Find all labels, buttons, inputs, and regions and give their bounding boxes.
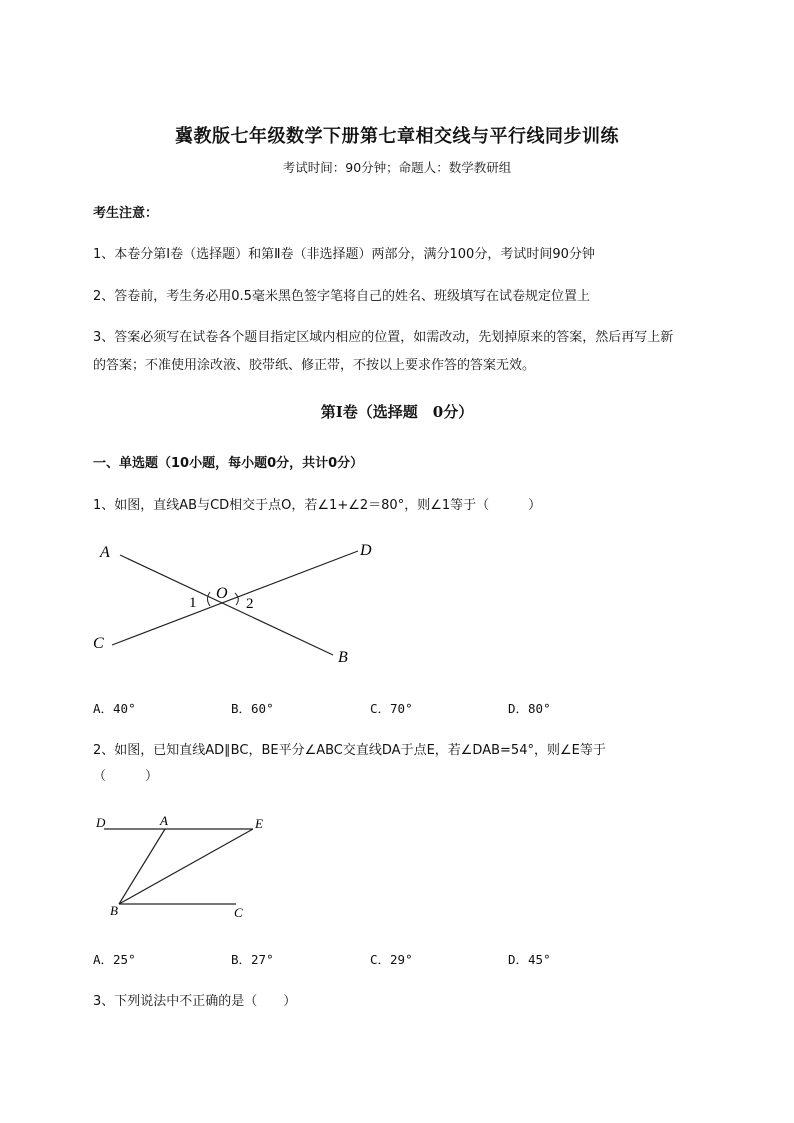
q2-option-b: B．27° [231, 952, 274, 967]
label-a: A [160, 813, 168, 828]
q1-option-d: D．80° [508, 701, 551, 716]
note-item-3: 3、答案必须写在试卷各个题目指定区域内相应的位置，如需改动，先划掉原来的答案，然后再写上新 [93, 330, 674, 345]
label-angle-2: 2 [246, 596, 254, 612]
q1-option-a: A．40° [93, 701, 136, 716]
label-o: O [216, 585, 228, 602]
notes-heading: 考生注意： [93, 206, 159, 221]
line-ab [120, 555, 333, 655]
question-2-figure [88, 808, 288, 923]
angle-1-arc [208, 592, 211, 606]
line-ba [119, 829, 165, 904]
question-1-text: 1、如图，直线AB与CD相交于点O，若∠1+∠2＝80°，则∠1等于（ ） [93, 498, 542, 513]
q2-option-c: C．29° [370, 952, 413, 967]
question-2-text-cont: （ ） [93, 769, 159, 784]
note-item-1: 1、本卷分第I卷（选择题）和第Ⅱ卷（非选择题）两部分，满分100分，考试时间90分钟 [93, 247, 595, 262]
part-heading: 一、单选题（10小题，每小题0分，共计0分） [93, 456, 364, 471]
label-a: A [100, 544, 110, 561]
q1-option-b: B．60° [231, 701, 274, 716]
label-c: C [93, 635, 104, 652]
section-title: 第I卷（选择题 0分） [320, 403, 474, 421]
q1-option-c: C．70° [370, 701, 413, 716]
question-1-figure [85, 535, 385, 670]
line-be [119, 829, 253, 904]
label-c: C [234, 905, 243, 920]
note-item-2: 2、答卷前，考生务必用0.5毫米黑色签字笔将自己的姓名、班级填写在试卷规定位置上 [93, 289, 590, 304]
label-b: B [338, 649, 348, 666]
angle-2-arc [235, 593, 238, 605]
q2-option-d: D．45° [508, 952, 551, 967]
label-e: E [255, 816, 263, 831]
page-title: 冀教版七年级数学下册第七章相交线与平行线同步训练 [175, 126, 619, 147]
q2-option-a: A．25° [93, 952, 136, 967]
question-2-text: 2、如图，已知直线AD∥BC，BE平分∠ABC交直线DA于点E，若∠DAB=54°，则∠E等于 [93, 743, 606, 758]
label-d: D [360, 542, 372, 559]
note-item-3-cont: 的答案；不准使用涂改液、胶带纸、修正带，不按以上要求作答的答案无效。 [93, 358, 536, 373]
line-cd [112, 551, 358, 645]
label-d: D [96, 815, 106, 830]
label-angle-1: 1 [189, 595, 197, 611]
exam-subtitle: 考试时间：90分钟；命题人：数学教研组 [282, 160, 512, 175]
label-b: B [110, 903, 118, 918]
question-3-text: 3、下列说法中不正确的是（ ） [93, 994, 297, 1009]
